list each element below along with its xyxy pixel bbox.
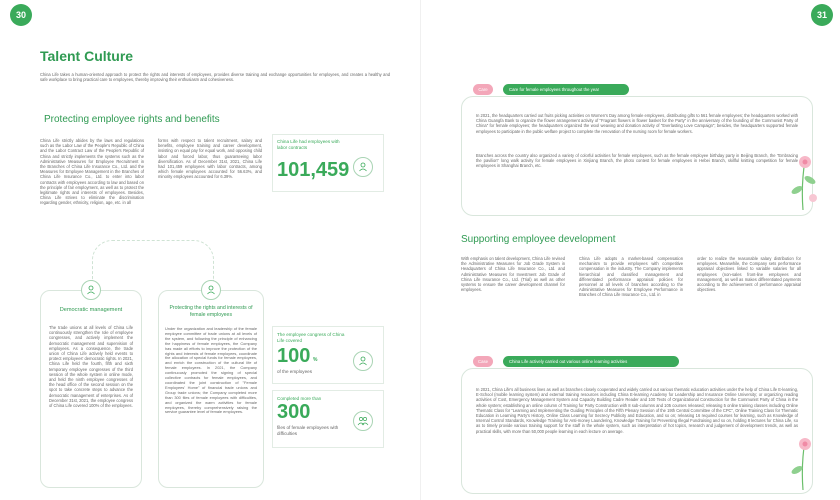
case-title-pill (503, 356, 679, 367)
case-title: China Life actively carried out various online learning activities (509, 359, 628, 364)
stat-value: 300 (277, 401, 311, 423)
stat-congress-card (272, 326, 384, 384)
stat-suffix: of the employees (277, 369, 312, 374)
body-col2: forms with respect to talent recruitment, salary and benefits, employee training and career development, insisting on equal pay for equal work, and opposing child labor and forced labor, thus guaranteeing labor diversification. As of December 31st, 2021, China Life had 101,459 employees with labor contracts, among which female employees accounted for 56.63%, and minority employees accounted for 6.39%. (158, 138, 262, 180)
intro-text: China Life takes a human-oriented approach to protect the rights and interests of employees, provides diverse training and exchange opportunities for employees, and creates a healthy and safe workplace to bring practical care to employees, thereby improving their enthusiasm and cohesiveness. (40, 72, 390, 83)
care-paragraph-1: In 2021, the headquarters carried out fruits picking activities on Women's Day among female employees, distributing gifts to 561 female employees; the headquarters worked with China Guangfa Bank to organize the flower arrangement activity of "Fragrant flowers in flower basket for the Party" in the anniversary of the founding of the Communist Party of China" for female employees; the headquarters organized the wool weaving and donation activity of "Everlasting Love Campaign"; besides, the headquarters supported female employees to participate in the public welfare project to complete the renovation of the nursing room for female workers. (476, 113, 798, 134)
right-page (420, 0, 840, 500)
card-body: The trade unions at all levels of China Life continuously strengthen the role of employee congresses, and actively implement the democratic management and supervision of employees. As a consequence, the trade union of China Life actively held events to protect employees' democratic rights. In 2021, China Life held the fourth, fifth and sixth temporary employee congresses of the third session of the whole system in online mode, and held the ninth employee congresses of the head office of the second session on the spot to take concrete steps to advance the democratic management of enterprises. As of December 31st, 2021, the employee congress of China Life covered 100% of the employees. (49, 325, 133, 409)
card-title: Democratic management (59, 307, 123, 313)
person-icon (81, 280, 101, 300)
page-number: 31 (811, 4, 833, 26)
stat-label: China Life had employees with labor contracts (277, 139, 340, 150)
stat-unit: % (313, 357, 318, 363)
card-title: Protecting the rights and interests of female employees (169, 305, 253, 318)
care-box-female (461, 96, 813, 216)
decorative-connector (92, 240, 214, 281)
case-body: In 2021, China Life's all business lines as well as branches closely cooperated and widely carried out various thematic education activities under the help of China Life E-learning, E-School (mobile learning system) and external training resources including China E-learning Academy for Leadership and Insurance Online University; or organizing reading activities of Cost, Emergency Management System and Capacity Building Cadre Reader and 100 Texts of Organizational Construction for the Communist Party of China in the whole system; establishing an online column of Training for Party Construction with 8 sub-columns and 105 courses released; releasing 5 online training classes including Online Thematic Class for "Learning and Implementing the Guiding Principles of the Fifth Plenary Session of the 19th Central Committee of the CPC", Online Training Class for Thematic Education in Learning Party's History, Online Class Learning for Secrecy Publicity and Education, and so on; releasing 16 required courses for learning, such as Knowledge of Internal Control Standards, Knowledge Training for Anti-money Laundering, Knowledge Training for Preventing Illegal Fundraising and so on, holding 8 lectures for China Life, so as to timely provide various training support for the staff in the whole system, such as interpretation of hot topics, research and judgement of development trends, as well as practical skills, with more than 50,000 people learning in each lecture on average. (476, 387, 798, 434)
democratic-management-card (40, 290, 142, 488)
dev-col2: China Life adopts a market-based compensation mechanism to provide employees with competitive compensation in the industry. The Company implements hierarchical and classified management and differentiated performance appraisal policies for personnel at all levels of branches according to the Administrative Measures for Employee Performance in Branches of China Life Insurance Co., Ltd. in (579, 256, 683, 298)
stat-employees-card (272, 134, 384, 192)
care-tag: Care (473, 84, 493, 95)
care-title: Care for female employees throughout the year (509, 87, 600, 92)
lock-person-icon (201, 280, 221, 300)
page-number: 30 (10, 4, 32, 26)
flower-decoration-icon (783, 430, 823, 495)
person-icon (353, 351, 373, 371)
body-col1: China Life strictly abides by the laws and regulations such as the Labor Law of the People's Republic of China and the Labor Contract Law of the People's Republic of China and strictly implements the systems such as the Administrative Measures for Employee Recruitment in the Branches of China Life Insurance Co., Ltd. and the Measures for Employee Management in the Branches of China Life Insurance Co., Ltd. to enter into labor contracts with employees according to law and based on the principle of fair employment, as well as to protect the legitimate rights and interests of employees. Besides, China Life strives to eliminate the discrimination regarding gender, ethnicity, religion, age, etc. in all (40, 138, 144, 206)
section-title: Protecting employee rights and benefits (44, 114, 220, 125)
group-icon (353, 411, 373, 431)
flower-decoration-icon (783, 150, 823, 215)
dev-col1: With emphasis on talent development, China Life revised the Administrative Measures for Job Grade System in Headquarters of China Life Insurance Co., Ltd. and Administrative Measures for Investment Job Grade of China Life Insurance Co., Ltd. (Trial) as well as other systems to ensure the career development channel for employees. (461, 256, 565, 293)
female-rights-card (158, 290, 264, 488)
stat-value: 101,459 (277, 159, 350, 181)
dev-col3: order to realize the reasonable salary distribution for employees. Meanwhile, the Company sets performance appraisal objectives linked to variable salaries for all employees (non-sales front-line employees and management), as well as makes differentiated payments according to the achievement of performance appraisal objectives. (697, 256, 801, 293)
card-body: Under the organization and leadership of the female employee committee of trade unions at all levels of the system, and following the principle of enhancing the happiness of female employees, the Company has made all efforts to improve the protection of the rights and interests of female employees, coordinate the allocation of special funds for female employees, and enrich the construction of the cultural life of female employees. In 2021, the Company continuously promoted the signing of special collective contracts for female employees, and coordinated the joint construction of "Female Employees' Home" of financial trade unions and Group trade unions; the Company completed more than 300 files of female employees with difficulties, and organized the warm activities for female employees, thereby comprehensively raising the service guarantee level of female employees. (165, 326, 257, 415)
stat-suffix: files of female employees with difficulties (277, 425, 339, 436)
section-title: Supporting employee development (461, 234, 616, 245)
stat-value: 100 (277, 345, 311, 367)
person-icon (353, 157, 373, 177)
case-tag: Case (473, 356, 493, 367)
stat-label: The employee congress of China Life covered (277, 332, 345, 343)
stat-files-card (272, 390, 384, 448)
page-title: Talent Culture (40, 48, 134, 64)
care-title-pill (503, 84, 629, 95)
stat-label: Completed more than (277, 396, 322, 401)
care-paragraph-2: Branches across the country also organized a variety of colorful activities for female employees, such as the female employee birthday party in Beijing Branch, the "Embracing the pavilion" long walk activity for female employees in Xinjiang Branch, the photo contest for female employees in Hebei Branch, skillful knitting competition for female employees in Shanghai Branch, etc. (476, 153, 798, 169)
case-box-learning (461, 368, 813, 494)
